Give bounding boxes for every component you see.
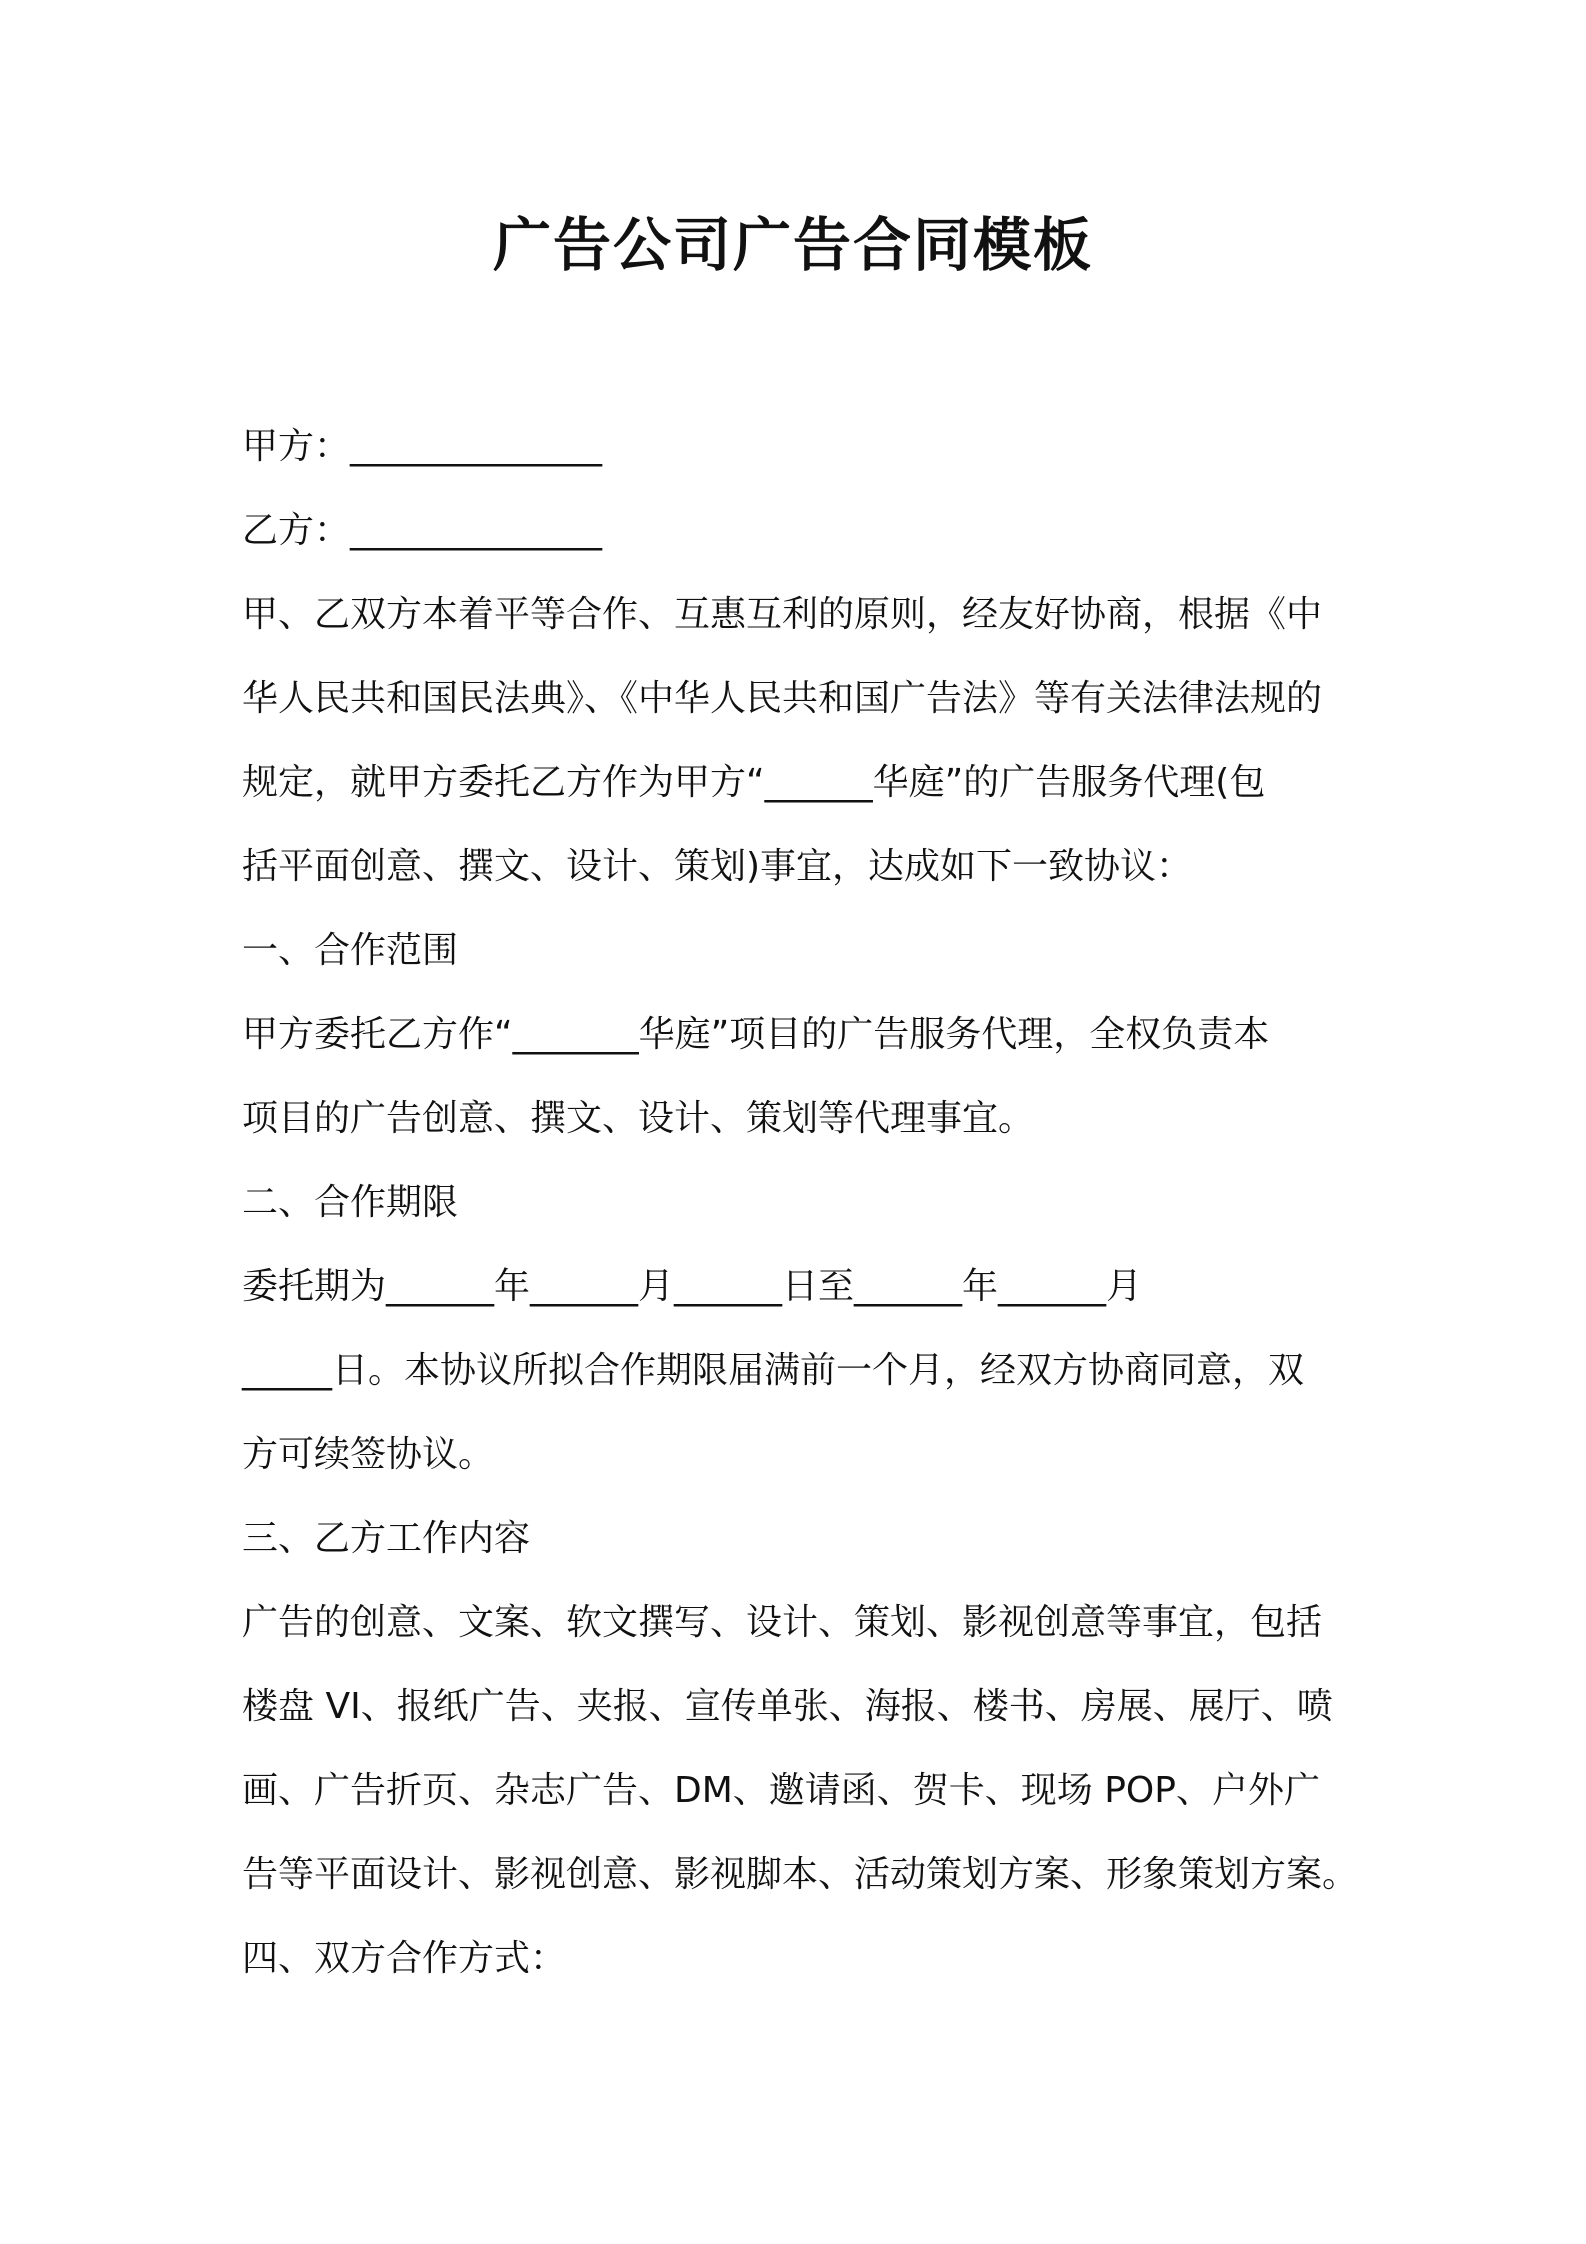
party-a-line: 甲方：______________ [242,426,603,467]
preamble-line: 华人民共和国民法典》、《中华人民共和国广告法》等有关法律法规的 [242,678,1323,719]
section-work-line: 告等平面设计、影视创意、影视脚本、活动策划方案、形象策划方案。 [242,1854,1359,1895]
section-term-line: 委托期为______年______月______日至______年______月 [242,1266,1143,1307]
section-heading-scope: 一、合作范围 [242,930,459,971]
section-term-line: _____日。本协议所拟合作期限届满前一个月，经双方协商同意，双 [242,1350,1305,1391]
section-scope-line: 甲方委托乙方作“_______华庭”项目的广告服务代理，全权负责本 [242,1014,1270,1055]
document-body [242,405,1359,2001]
section-heading-cooperation-mode: 四、双方合作方式： [242,1938,567,1979]
party-b-line: 乙方：______________ [242,510,603,551]
section-heading-work-content: 三、乙方工作内容 [242,1518,531,1559]
preamble-line: 规定，就甲方委托乙方作为甲方“______华庭”的广告服务代理(包 [242,762,1266,803]
preamble-line: 括平面创意、撰文、设计、策划)事宜，达成如下一致协议： [242,846,1193,887]
section-heading-term: 二、合作期限 [242,1182,459,1223]
section-scope-line: 项目的广告创意、撰文、设计、策划等代理事宜。 [242,1098,1035,1139]
section-work-line: 楼盘 VI、报纸广告、夹报、宣传单张、海报、楼书、房展、展厅、喷 [242,1686,1333,1727]
section-work-line: 广告的创意、文案、软文撰写、设计、策划、影视创意等事宜，包括 [242,1602,1323,1643]
section-term-line: 方可续签协议。 [242,1434,495,1475]
preamble-line: 甲、乙双方本着平等合作、互惠互利的原则，经友好协商，根据《中 [242,594,1323,635]
section-work-line: 画、广告折页、杂志广告、DM、邀请函、贺卡、现场 POP、户外广 [242,1770,1320,1811]
document-title: 广告公司广告合同模板 [492,211,1093,279]
